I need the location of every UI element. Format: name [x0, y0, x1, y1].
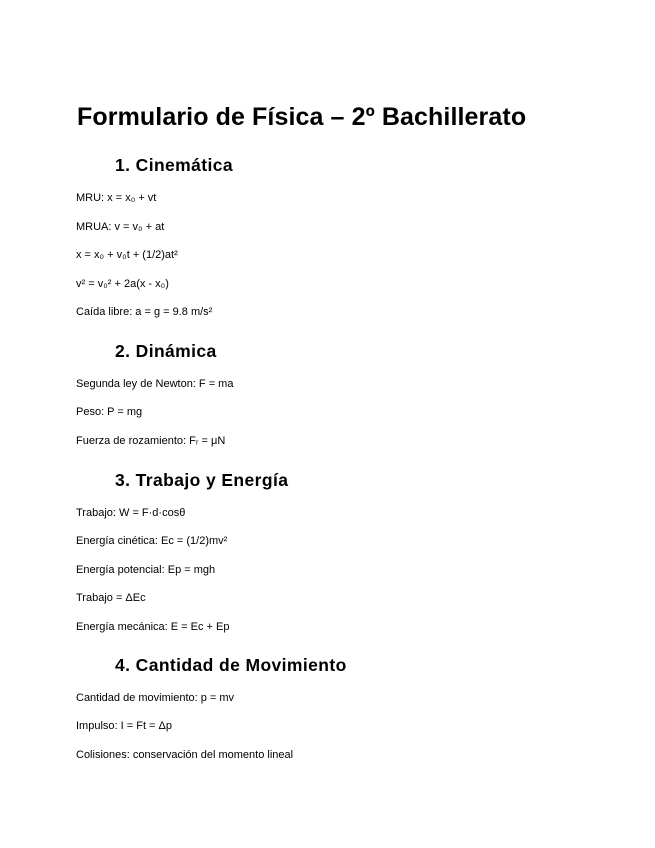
formula-line: Caída libre: a = g = 9.8 m/s² [76, 306, 213, 318]
formula-line: Energía cinética: Ec = (1/2)mv² [76, 535, 228, 547]
formula-line: Peso: P = mg [76, 406, 143, 418]
formula-line: Cantidad de movimiento: p = mv [76, 692, 235, 704]
formula-line: Energía potencial: Ep = mgh [76, 564, 216, 576]
section-heading-trabajo-energia: 3. Trabajo y Energía [115, 470, 289, 490]
section-heading-cinematica: 1. Cinemática [115, 155, 234, 175]
section-heading-dinamica: 2. Dinámica [115, 341, 217, 361]
formula-line: Trabajo = ΔEc [76, 592, 146, 604]
section-heading-cantidad-movimiento: 4. Cantidad de Movimiento [115, 655, 347, 675]
formula-line: v² = v₀² + 2a(x - x₀) [76, 278, 169, 290]
formula-line: Trabajo: W = F·d·cosθ [76, 507, 186, 519]
formula-line: Impulso: I = Ft = Δp [76, 720, 172, 732]
formula-line: Segunda ley de Newton: F = ma [76, 378, 234, 390]
formula-line: MRU: x = x₀ + vt [76, 192, 157, 204]
document-title: Formulario de Física – 2º Bachillerato [77, 103, 527, 131]
formula-line: Colisiones: conservación del momento lineal [76, 749, 294, 761]
formula-line: x = x₀ + v₀t + (1/2)at² [76, 249, 178, 261]
formula-line: Fuerza de rozamiento: Fᵣ = μN [76, 435, 226, 447]
formula-line: Energía mecánica: E = Ec + Ep [76, 621, 230, 633]
formula-line: MRUA: v = v₀ + at [76, 221, 165, 233]
